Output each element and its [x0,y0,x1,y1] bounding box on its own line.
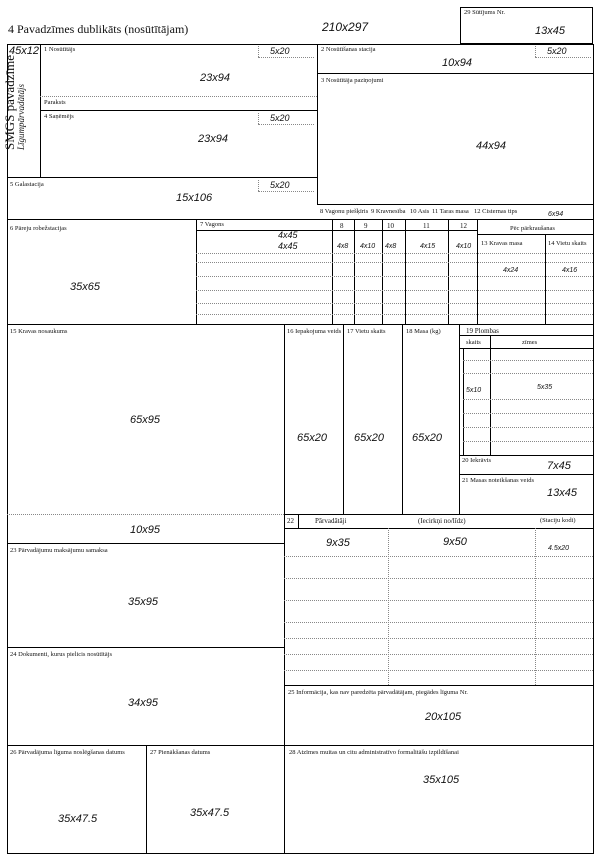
wagon-row-line [196,290,593,291]
line-f22-head [284,528,593,529]
field-2-label: 2 Nosūtīšanas stacija [321,46,376,53]
field-2-dim[interactable]: 10x94 [442,57,472,69]
field-24-dim[interactable]: 34x95 [128,697,158,709]
field-13-dim: 4x24 [503,267,519,274]
field-15-dim-2[interactable]: 10x95 [130,524,160,536]
f22-col-line [388,528,389,685]
field-7-label: 7 Vagons [200,221,224,228]
line-f16-right [343,324,344,514]
field-1-sign-line [40,96,317,97]
wagon-row-line [196,276,593,277]
col-12-dim: 4x10 [456,243,472,250]
field-3-dim[interactable]: 44x94 [476,140,506,152]
line-left-bottom [7,324,8,854]
line-bottom [7,853,593,854]
wagon-row-line [196,253,593,254]
form-title: 4 Pavadzīmes dublikāts (nosūtītājam) [8,22,189,36]
after-reload-label: Pēc pārkraušanas [510,225,555,232]
side-dim: 45x12 [9,45,39,57]
wagon-row-line [196,303,593,304]
field-24-label: 24 Dokumenti, kurus pielicis nosūtītājs [10,651,113,658]
field-1-code-dim: 5x20 [270,46,290,56]
col-9-head: 9 [364,222,368,230]
field-15-sub-line [7,514,284,515]
field-29-dim: 13x45 [535,25,565,37]
col-12-head: 12 [460,222,467,230]
line-f2-bottom [317,73,593,74]
line-f4-bottom [7,177,317,178]
field-23-dim[interactable]: 35x95 [128,596,158,608]
f22-row-line [284,578,593,579]
field-16-label: 16 Iepakojuma veids [287,328,342,335]
field-28-label: 28 Atzīmes muitas un citu administratīvo formalitāšu izpildīšanai [289,749,459,756]
field-6-dim[interactable]: 35x65 [70,281,100,293]
line-f26-top [7,745,593,746]
line-col-12 [448,219,449,324]
line-cargo-top [7,324,593,325]
field-22-sections-dim[interactable]: 9x50 [443,536,467,548]
field-19-marks-head: zīmes [522,339,538,346]
line-left-wagon [7,219,8,324]
field-22-codes-dim: 4.5x20 [548,545,570,552]
field-2-code-sep [535,46,536,57]
field-4-label: 4 Saņēmējs [44,113,74,120]
line-f18-right [459,324,460,514]
field-4-code-dim: 5x20 [270,113,290,123]
line-col-9 [354,219,355,324]
f22-row-line [284,600,593,601]
field-22-codes-head: (Staciju kodi) [540,517,576,524]
field-22-num: 22 [287,517,294,525]
field-4-code-line [258,124,314,125]
line-col-11 [405,219,406,324]
field-15-dim[interactable]: 65x95 [130,414,160,426]
seal-row-line [463,399,593,400]
f22-row-line [284,670,593,671]
field-17-label: 17 Vietu skaits [347,328,386,335]
line-after-reload [477,234,593,235]
field-22-carriers-dim[interactable]: 9x35 [326,537,350,549]
wagon-row-line [196,262,593,263]
col-8-dim: 4x8 [337,243,349,250]
field-7-dim-2: 4x45 [278,241,298,251]
line-f3-bottom [317,204,593,205]
line-f19-sub [459,348,593,349]
line-col-10 [382,219,383,324]
field-21-dim[interactable]: 13x45 [547,487,577,499]
col-8-head: 8 [340,222,344,230]
field-5-code-sep [258,180,259,191]
field-1-dim[interactable]: 23x94 [200,72,230,84]
line-f25-top [284,685,593,686]
field-23-label: 23 Pārvadājumu maksājumu samaksa [10,547,108,554]
field-28-dim[interactable]: 35x105 [423,774,460,786]
seal-row-line [463,427,593,428]
after-reload-dim: 6x94 [548,211,564,218]
field-19-label: 19 Plombas [466,327,499,335]
field-5-dim[interactable]: 15x106 [176,192,213,204]
line-f1-bottom [40,110,317,111]
field-19-count-dim: 5x10 [466,387,482,394]
field-26-label: 26 Pārvadājuma līguma noslēgšanas datums [10,749,125,756]
field-26-dim[interactable]: 35x47.5 [58,813,98,825]
f22-row-line [284,654,593,655]
col-10-dim: 4x8 [385,243,397,250]
field-18-dim[interactable]: 65x20 [412,432,442,444]
line-f19-head [459,335,593,336]
field-1-code-sep [258,46,259,57]
field-13-label: 13 Kravas masa [481,240,523,247]
f22-row-line [284,556,593,557]
side-vertical-title: SMGS pavadzīme [2,55,17,150]
line-wagon-top [7,219,593,220]
field-5-code-line [258,191,314,192]
field-27-label: 27 Pienākšanas datums [150,749,211,756]
field-4-dim[interactable]: 23x94 [198,133,228,145]
field-20-label: 20 Iekrāvis [462,457,492,464]
line-f26-right [146,745,147,854]
field-19-count-head: skaits [466,339,481,346]
line-f22-top [284,514,593,515]
field-17-dim[interactable]: 65x20 [354,432,384,444]
side-vertical-subtitle: Līgumpārvadātājs [16,83,26,150]
field-8-label: 8 Vagonu piešķīris [320,208,369,215]
seal-row-line [463,373,593,374]
field-2-code-dim: 5x20 [547,46,567,56]
line-mid-col [317,44,318,204]
f22-col-line [535,528,536,685]
field-14-dim: 4x16 [562,267,578,274]
field-1-code-line [258,57,314,58]
field-11-label: 11 Taras masa [432,208,469,215]
line-f24-top [7,647,284,648]
field-12-label: 12 Cisternas tips [474,208,518,215]
field-7-dim-1: 4x45 [278,230,298,240]
line-main-split [284,324,285,854]
seal-row-line [463,360,593,361]
col-11-dim: 4x15 [420,243,436,250]
field-22-sections-head: (Iecirkņi no/līdz) [418,517,466,525]
line-col-14 [545,234,546,324]
line-f6-right [196,219,197,324]
f22-row-line [284,622,593,623]
col-9-dim: 4x10 [360,243,376,250]
field-27-dim[interactable]: 35x47.5 [190,807,230,819]
page-size-dim: 210x297 [322,20,369,34]
field-5-code-dim: 5x20 [270,180,290,190]
field-21-label: 21 Masas noteikšanas veids [462,477,535,484]
field-15-label: 15 Kravas nosaukums [10,328,68,335]
line-f19-inner [463,348,464,455]
field-1-label: 1 Nosūtītājs [44,46,76,53]
line-f17-right [402,324,403,514]
field-5-label: 5 Galastacija [10,181,44,188]
f22-row-line [284,638,593,639]
field-3-label: 3 Nosūtītāja paziņojumi [321,77,384,84]
field-1-signature: Paraksts [44,99,66,106]
field-4-code-sep [258,113,259,124]
field-20-dim[interactable]: 7x45 [547,460,571,472]
field-10-label: 10 Asis [410,208,430,215]
field-29-label: 29 Sūtījums Nr. [464,9,505,16]
field-9-label: 9 Kravnesība [371,208,406,215]
line-right-bottom [593,324,594,854]
line-top [7,44,593,45]
field-14-label: 14 Vietu skaits [548,240,587,247]
seal-row-line [463,441,593,442]
field-6-label: 6 Pāreju robežstacijas [10,225,67,232]
col-11-head: 11 [423,222,430,230]
seal-row-line [463,413,593,414]
field-25-label: 25 Informācija, kas nav paredzēta pārvadātājam, piegādes līguma Nr. [288,689,468,696]
field-22-carriers-head: Pārvadātāji [315,517,347,525]
line-right-top [593,44,594,324]
col-10-head: 10 [387,222,394,230]
wagon-row-line [196,314,593,315]
field-18-label: 18 Masa (kg) [406,328,441,335]
field-25-dim[interactable]: 20x105 [425,711,462,723]
field-16-dim[interactable]: 65x20 [297,432,327,444]
line-f23-top [7,543,284,544]
line-wagon-head [196,230,477,231]
field-19-marks-dim: 5x35 [537,384,553,391]
line-f22-num [298,514,299,528]
line-col-8 [332,219,333,324]
line-f20-bottom [459,474,593,475]
line-f19-bottom [459,455,593,456]
field-2-code-line [535,57,591,58]
line-f19-split [490,335,491,455]
